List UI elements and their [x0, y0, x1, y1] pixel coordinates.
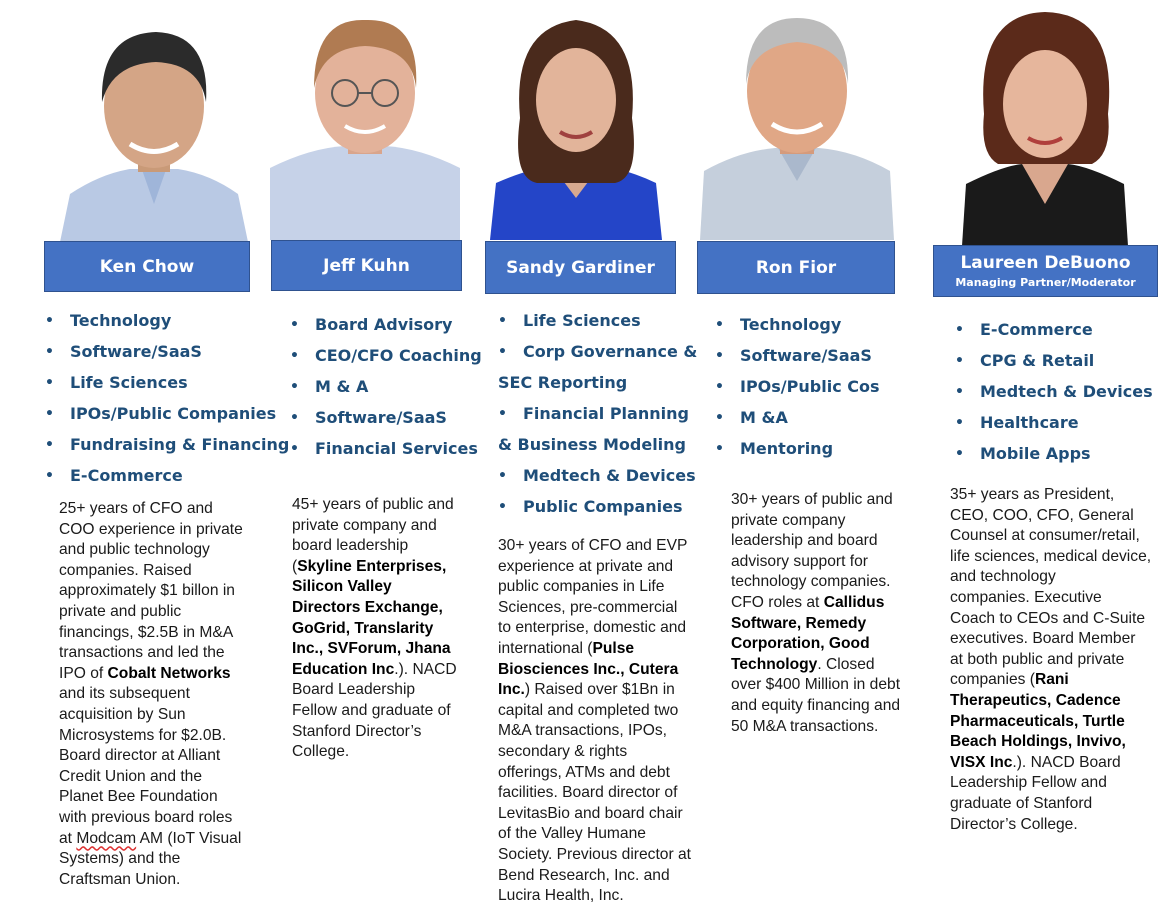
name-box-sandy-gardiner: [485, 241, 676, 294]
bio-text: [498, 536, 713, 907]
expertise-item: • Medtech & Devices: [498, 465, 703, 496]
bio-bold-text: Rani Therapeutics, Cadence Pharmaceuticals, Turtle Beach Holdings, Invivo, VISX Inc: [950, 671, 1126, 771]
bio-text-run: 35+ years as President, CEO, COO, CFO, General Counsel at consumer/retail, life sciences, medical device, and technology companies. Executive Coach to CEOs and C-Suite executives. Board Member at both public and private companies (: [950, 486, 1152, 689]
expertise-item: • Medtech & Devices: [955, 381, 1165, 412]
expertise-item: • IPOs/Public Companies: [45, 403, 285, 434]
expertise-list: [290, 314, 490, 469]
person-name: Ron Fior: [755, 257, 837, 278]
expertise-item: • Mentoring: [715, 438, 915, 469]
name-box-jeff-kuhn: [271, 240, 462, 291]
expertise-item: • IPOs/Public Cos: [715, 376, 915, 407]
portrait-photo-ron-fior: [700, 6, 894, 240]
expertise-item: SEC Reporting: [498, 373, 628, 392]
person-title: Managing Partner/Moderator: [955, 276, 1136, 289]
expertise-item: • Corp Governance &: [498, 341, 703, 372]
portrait-photo-laureen-debuono: [962, 4, 1128, 246]
expertise-item: • E-Commerce: [45, 465, 285, 496]
bio-text-run: .). NACD Board Leadership Fellow and graduate of Stanford Director’s College.: [950, 753, 1121, 833]
portrait-photo-jeff-kuhn: [270, 8, 460, 240]
expertise-item: • Board Advisory: [290, 314, 490, 345]
bio-text-run: AM (IoT Visual Systems) and the Craftsman Union.: [59, 829, 242, 888]
expertise-list: [955, 319, 1165, 474]
bio-text: [292, 495, 482, 763]
person-name: Ken Chow: [99, 256, 195, 277]
expertise-item: • CPG & Retail: [955, 350, 1165, 381]
portrait-photo-sandy-gardiner: [490, 8, 662, 240]
name-box-laureen-debuono: [933, 245, 1158, 297]
expertise-list: [45, 310, 290, 496]
expertise-list: [715, 314, 915, 469]
expertise-item: • CEO/CFO Coaching: [290, 345, 490, 376]
bio-text: [731, 490, 941, 737]
name-box-ken-chow: [44, 241, 250, 292]
bio-bold-text: Cobalt Networks: [107, 664, 231, 682]
bio-text: [950, 485, 1172, 835]
expertise-item: • Software/SaaS: [715, 345, 915, 376]
bio-text-run: 45+ years of public and private company and board leadership (: [292, 496, 454, 575]
expertise-list: [498, 310, 703, 527]
expertise-item: • Financial Services: [290, 438, 490, 469]
expertise-item: • Financial Planning: [498, 403, 703, 434]
expertise-item: • Technology: [45, 310, 285, 341]
expertise-item: • Fundraising & Financing: [45, 434, 285, 465]
expertise-item: • Technology: [715, 314, 915, 345]
bio-text-run: 25+ years of CFO and COO experience in private and public technology companies. Raised approximately $1 billon in private and public financings, $2.5B in M&A transactions and led the IPO of: [59, 500, 243, 682]
bio-text-run: . Closed over $400 Million in debt and equity financing and 50 M&A transactions.: [731, 655, 901, 735]
expertise-item: • Software/SaaS: [45, 341, 285, 372]
person-name: Laureen DeBuono: [960, 253, 1131, 273]
expertise-item: • Software/SaaS: [290, 407, 490, 438]
portrait-photo-ken-chow: [60, 14, 248, 242]
person-name: Sandy Gardiner: [506, 257, 655, 278]
expertise-item: & Business Modeling: [498, 435, 687, 454]
person-name: Jeff Kuhn: [323, 255, 410, 276]
expertise-item: • M &A: [715, 407, 915, 438]
bio-text-run: .). NACD Board Leadership Fellow and graduate of Stanford Director’s College.: [292, 660, 457, 761]
expertise-item: • Healthcare: [955, 412, 1165, 443]
expertise-item: • E-Commerce: [955, 319, 1165, 350]
bio-text: [59, 499, 274, 890]
expertise-item: • Public Companies: [498, 496, 703, 527]
expertise-item: • Mobile Apps: [955, 443, 1165, 474]
expertise-item: • Life Sciences: [45, 372, 285, 403]
bio-text-run: 30+ years of CFO and EVP experience at private and public companies in Life Sciences, pre-commercial to enterprise, domestic and international (: [498, 537, 688, 657]
expertise-item: • Life Sciences: [498, 310, 703, 341]
bio-bold-text: Callidus Software, Remedy Corporation, Good Technology: [731, 593, 885, 673]
bio-bold-text: Skyline Enterprises, Silicon Valley Directors Exchange, GoGrid, Translarity Inc., SVForum, Jhana Education Inc: [292, 557, 451, 678]
expertise-item: • M & A: [290, 376, 490, 407]
bio-text-run: ) Raised over $1Bn in capital and completed two M&A transactions, IPOs, secondary & rights offerings, ATMs and debt facilities. Board director of LevitasBio and board chair of the Valley Humane Society. Previous director at Bend Research, Inc. and Lucira Health, Inc.: [498, 681, 691, 905]
bio-bold-text: Pulse Biosciences Inc., Cutera Inc.: [498, 639, 679, 699]
bio-flagged-word: Modcam: [76, 829, 137, 847]
bio-text-run: 30+ years of public and private company leadership and board advisory support for technology companies. CFO roles at: [731, 491, 893, 611]
bio-text-run: and its subsequent acquisition by Sun Microsystems for $2.0B. Board director at Alliant Credit Union and the Planet Bee Foundation with previous board roles at: [59, 685, 233, 847]
name-box-ron-fior: [697, 241, 895, 294]
